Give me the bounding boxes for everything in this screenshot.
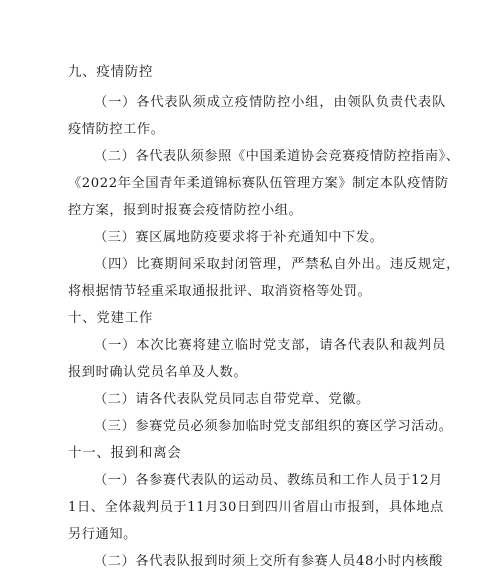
paragraph-line: 《2022年全国青年柔道锦标赛队伍管理方案》制定本队疫情防 <box>68 176 449 191</box>
paragraph-line: 控方案，报到时报赛会疫情防控小组。 <box>68 203 303 218</box>
paragraph-line: （三）赛区属地防疫要求将于补充通知中下发。 <box>94 230 384 245</box>
paragraph-line: （三）参赛党员必须参加临时党支部组织的赛区学习活动。 <box>94 419 453 434</box>
paragraph-line: （四）比赛期间采取封闭管理，严禁私自外出。违反规定， <box>94 257 461 272</box>
paragraph-line: （一）各参赛代表队的运动员、教练员和工作人员于12月 <box>94 473 443 488</box>
paragraph-line: 另行通知。 <box>68 527 137 542</box>
paragraph-line: （二）各代表队报到时须上交所有参赛人员48小时内核酸 <box>94 554 443 569</box>
section-heading-epidemic-control: 九、疫情防控 <box>68 65 154 80</box>
paragraph-line: （二）请各代表队党员同志自带党章、党徽。 <box>94 392 370 407</box>
paragraph-line: （二）各代表队须参照《中国柔道协会竞赛疫情防控指南》、 <box>94 149 460 164</box>
paragraph-line: 报到时确认党员名单及人数。 <box>68 365 248 380</box>
section-heading-party-building: 十、党建工作 <box>68 311 154 326</box>
paragraph-line: （一）各代表队须成立疫情防控小组，由领队负责代表队 <box>94 95 447 110</box>
paragraph-line: 将根据情节轻重采取通报批评、取消资格等处罚。 <box>68 284 372 299</box>
paragraph-line: （一）本次比赛将建立临时党支部，请各代表队和裁判员 <box>94 338 447 353</box>
section-heading-registration: 十一、报到和离会 <box>68 446 182 461</box>
paragraph-line: 1日、全体裁判员于11月30日到四川省眉山市报到，具体地点 <box>68 500 444 515</box>
paragraph-line: 疫情防控工作。 <box>68 122 165 137</box>
